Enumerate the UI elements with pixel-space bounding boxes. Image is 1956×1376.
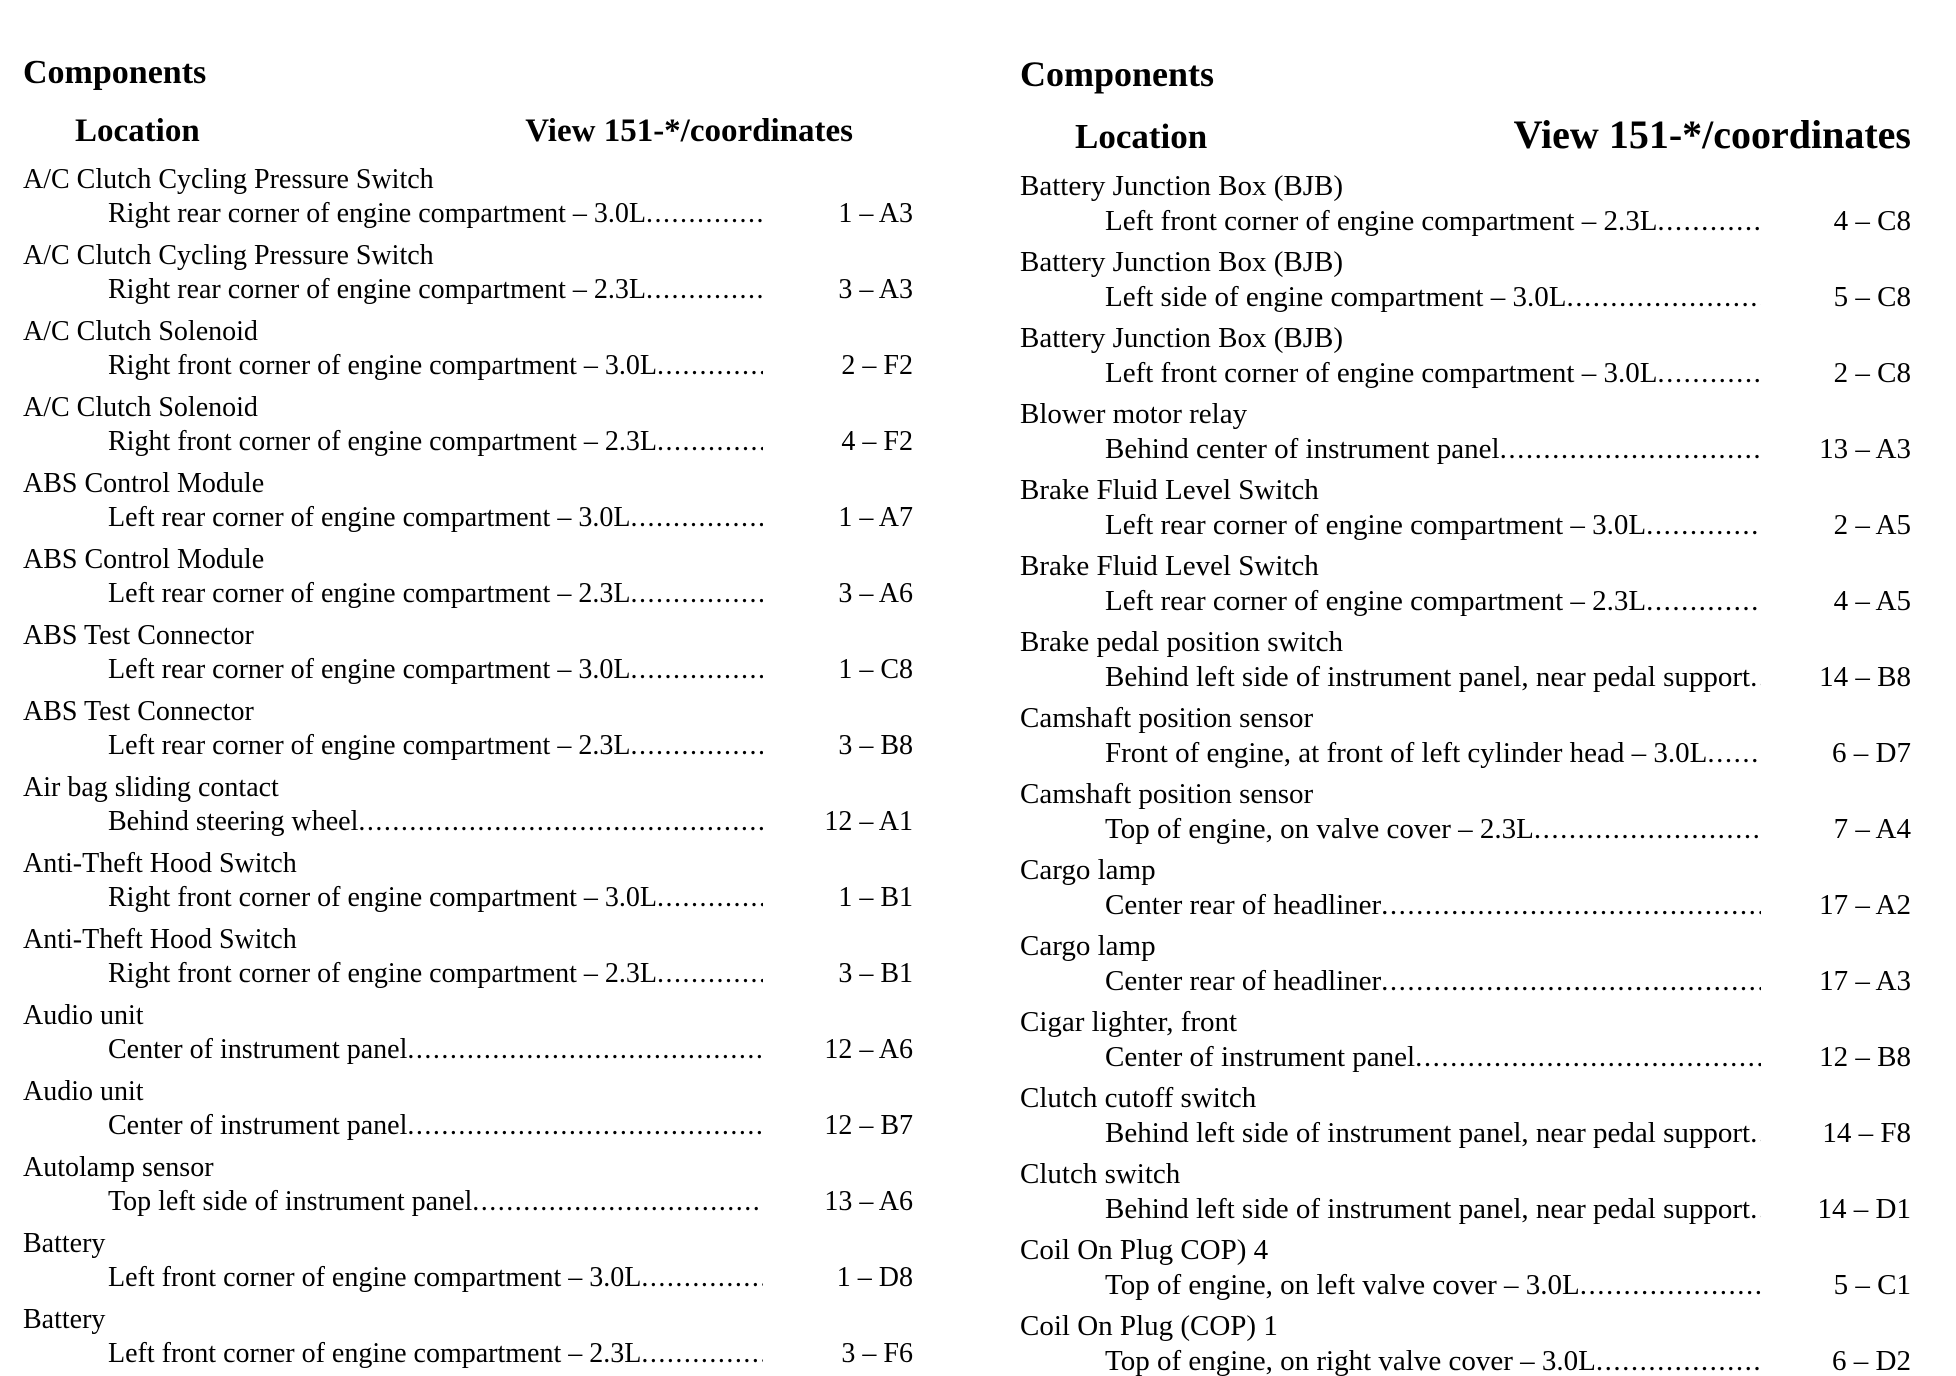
component-entry (1020, 1309, 1911, 1376)
component-name: Brake Fluid Level Switch (1020, 550, 1319, 582)
dot-leader (1415, 1040, 1761, 1075)
dot-leader (657, 349, 763, 383)
grid-coordinate: 2 – C8 (1833, 357, 1911, 389)
grid-coordinate: 17 – A3 (1819, 965, 1911, 997)
component-location-row (1020, 584, 1911, 619)
components-column-left (23, 0, 913, 1371)
component-location: Left rear corner of engine compartment – 3.0L (108, 502, 631, 533)
component-entry (1020, 473, 1911, 543)
grid-coordinate: 14 – D1 (1817, 1193, 1911, 1225)
component-entry (23, 163, 913, 231)
component-entry (1020, 169, 1911, 239)
component-location-row (1020, 964, 1911, 999)
component-name: Camshaft position sensor (1020, 778, 1314, 810)
component-name: A/C Clutch Solenoid (23, 392, 258, 423)
grid-coordinate: 1 – B1 (838, 882, 913, 913)
component-entry (23, 695, 913, 763)
component-location-row (23, 1261, 913, 1295)
dot-leader (646, 197, 763, 231)
grid-coordinate: 1 – D8 (836, 1262, 913, 1293)
component-location-row (23, 1033, 913, 1067)
location-header: Location (1075, 117, 1208, 156)
component-location: Center of instrument panel (108, 1110, 408, 1141)
dot-leader (1646, 508, 1761, 543)
component-location-row (23, 653, 913, 687)
component-location: Top left side of instrument panel (108, 1186, 473, 1217)
component-location-row (1020, 432, 1911, 467)
component-entry (23, 315, 913, 383)
component-entry (23, 1151, 913, 1219)
component-location: Behind center of instrument panel (1105, 433, 1500, 465)
component-entry (1020, 397, 1911, 467)
component-entry (23, 771, 913, 839)
grid-coordinate: 12 – B8 (1819, 1041, 1911, 1073)
dot-leader (1534, 812, 1761, 847)
dot-leader (1707, 736, 1761, 771)
component-entry (23, 847, 913, 915)
component-location: Top of engine, on valve cover – 2.3L (1105, 813, 1534, 845)
component-location-row (1020, 1040, 1911, 1075)
dot-leader (1596, 1344, 1761, 1376)
component-name: Blower motor relay (1020, 398, 1248, 430)
dot-leader (630, 501, 763, 535)
view-coordinates-header: View 151-*/coordinates (525, 113, 853, 149)
grid-coordinate: 14 – F8 (1822, 1117, 1911, 1149)
dot-leader (1646, 584, 1761, 619)
component-name: Brake pedal position switch (1020, 626, 1343, 658)
component-location: Behind left side of instrument panel, near pedal support (1105, 1117, 1751, 1149)
component-location-row (1020, 888, 1911, 923)
component-name: Clutch switch (1020, 1158, 1181, 1190)
grid-coordinate: 4 – F2 (841, 426, 913, 457)
component-location-row (1020, 508, 1911, 543)
component-location-row (1020, 356, 1911, 391)
component-location: Center rear of headliner (1105, 889, 1382, 921)
component-entry-list (23, 163, 913, 1371)
table-header-row (1020, 113, 1911, 159)
component-entry (23, 1075, 913, 1143)
component-location: Left front corner of engine compartment – 2.3L (1105, 205, 1658, 237)
component-name: Cargo lamp (1020, 854, 1156, 886)
component-name: Battery (23, 1228, 106, 1259)
dot-leader (407, 1033, 763, 1067)
component-location-row (1020, 1344, 1911, 1376)
grid-coordinate: 17 – A2 (1819, 889, 1911, 921)
dot-leader (641, 1261, 763, 1295)
component-location: Behind left side of instrument panel, near pedal support (1105, 1193, 1751, 1225)
grid-coordinate: 1 – A3 (838, 198, 913, 229)
dot-leader (630, 577, 763, 611)
component-location-row (1020, 660, 1911, 695)
dot-leader (646, 273, 763, 307)
component-location-row (23, 881, 913, 915)
component-location: Left rear corner of engine compartment – 2.3L (108, 730, 631, 761)
dot-leader (1750, 1116, 1761, 1151)
component-location: Right front corner of engine compartment – 2.3L (108, 958, 657, 989)
grid-coordinate: 3 – F6 (841, 1338, 913, 1369)
dot-leader (641, 1337, 763, 1371)
components-title: Components (1020, 54, 1215, 94)
grid-coordinate: 14 – B8 (1819, 661, 1911, 693)
component-location-row (23, 805, 913, 839)
dot-leader (630, 729, 763, 763)
component-location: Right front corner of engine compartment – 3.0L (108, 350, 657, 381)
table-header-row (23, 111, 913, 151)
component-entry (1020, 245, 1911, 315)
component-location: Left rear corner of engine compartment – 2.3L (1105, 585, 1647, 617)
component-location-row (23, 1337, 913, 1371)
component-entry (1020, 777, 1911, 847)
component-location: Top of engine, on right valve cover – 3.0L (1105, 1345, 1596, 1376)
dot-leader (1580, 1268, 1761, 1303)
grid-coordinate: 4 – A5 (1833, 585, 1911, 617)
component-entry (1020, 321, 1911, 391)
component-entry (23, 467, 913, 535)
component-name: Coil On Plug (COP) 1 (1020, 1310, 1278, 1342)
view-coordinates-header: View 151-*/coordinates (1513, 112, 1911, 157)
component-name: Brake Fluid Level Switch (1020, 474, 1319, 506)
component-name: ABS Test Connector (23, 696, 254, 727)
component-entry (23, 619, 913, 687)
grid-coordinate: 1 – C8 (838, 654, 913, 685)
dot-leader (358, 805, 763, 839)
component-entry (1020, 853, 1911, 923)
component-location: Left rear corner of engine compartment – 3.0L (1105, 509, 1647, 541)
component-name: ABS Control Module (23, 468, 265, 499)
component-entry (1020, 625, 1911, 695)
dot-leader (657, 425, 763, 459)
dot-leader (1381, 888, 1761, 923)
component-location-row (23, 1185, 913, 1219)
grid-coordinate: 2 – A5 (1833, 509, 1911, 541)
component-location: Left front corner of engine compartment – 3.0L (108, 1262, 642, 1293)
component-location-row (23, 957, 913, 991)
component-location-row (23, 729, 913, 763)
dot-leader (1500, 432, 1761, 467)
dot-leader (472, 1185, 763, 1219)
dot-leader (1657, 356, 1761, 391)
component-name: Camshaft position sensor (1020, 702, 1314, 734)
component-entry (23, 391, 913, 459)
dot-leader (1381, 964, 1761, 999)
grid-coordinate: 13 – A3 (1819, 433, 1911, 465)
component-location-row (23, 273, 913, 307)
component-location-row (1020, 204, 1911, 239)
component-name: Battery Junction Box (BJB) (1020, 170, 1344, 202)
component-location: Top of engine, on left valve cover – 3.0L (1105, 1269, 1580, 1301)
component-location: Center of instrument panel (1105, 1041, 1416, 1073)
component-entry (1020, 929, 1911, 999)
component-name: Autolamp sensor (23, 1152, 214, 1183)
component-name: ABS Control Module (23, 544, 265, 575)
component-name: Battery (23, 1304, 106, 1335)
component-name: Coil On Plug COP) 4 (1020, 1234, 1269, 1266)
grid-coordinate: 1 – A7 (838, 502, 913, 533)
component-entry (1020, 1081, 1911, 1151)
location-header: Location (75, 113, 200, 149)
grid-coordinate: 7 – A4 (1833, 813, 1911, 845)
component-name: A/C Clutch Cycling Pressure Switch (23, 164, 434, 195)
component-location: Behind left side of instrument panel, near pedal support (1105, 661, 1751, 693)
component-name: ABS Test Connector (23, 620, 254, 651)
component-name: Battery Junction Box (BJB) (1020, 246, 1344, 278)
component-location-row (23, 577, 913, 611)
grid-coordinate: 12 – A6 (824, 1034, 913, 1065)
component-location: Left rear corner of engine compartment – 2.3L (108, 578, 631, 609)
component-location-row (1020, 1116, 1911, 1151)
dot-leader (407, 1109, 763, 1143)
component-location-row (1020, 1268, 1911, 1303)
component-location: Right front corner of engine compartment – 2.3L (108, 426, 657, 457)
component-name: A/C Clutch Cycling Pressure Switch (23, 240, 434, 271)
components-column-right (1020, 0, 1911, 1376)
component-location: Behind steering wheel (108, 806, 359, 837)
component-entry (23, 1227, 913, 1295)
component-entry (1020, 549, 1911, 619)
grid-coordinate: 5 – C8 (1833, 281, 1911, 313)
component-entry (1020, 701, 1911, 771)
component-name: Anti-Theft Hood Switch (23, 924, 297, 955)
grid-coordinate: 6 – D2 (1832, 1345, 1911, 1376)
dot-leader (1657, 204, 1761, 239)
component-location-row (1020, 736, 1911, 771)
component-location-row (1020, 280, 1911, 315)
dot-leader (1750, 1192, 1761, 1227)
component-entry (1020, 1005, 1911, 1075)
dot-leader (1566, 280, 1761, 315)
component-name: A/C Clutch Solenoid (23, 316, 258, 347)
component-entry (23, 999, 913, 1067)
grid-coordinate: 3 – A6 (838, 578, 913, 609)
component-location-row (23, 425, 913, 459)
component-location-row (1020, 1192, 1911, 1227)
grid-coordinate: 6 – D7 (1832, 737, 1911, 769)
dot-leader (657, 957, 763, 991)
component-location-row (23, 197, 913, 231)
component-entry (23, 1303, 913, 1371)
component-entry-list (1020, 169, 1911, 1376)
dot-leader (630, 653, 763, 687)
dot-leader (1750, 660, 1761, 695)
component-name: Anti-Theft Hood Switch (23, 848, 297, 879)
component-location: Left front corner of engine compartment – 3.0L (1105, 357, 1658, 389)
dot-leader (657, 881, 763, 915)
component-name: Audio unit (23, 1076, 144, 1107)
component-entry (23, 923, 913, 991)
component-entry (23, 239, 913, 307)
component-location-row (23, 501, 913, 535)
component-entry (23, 543, 913, 611)
grid-coordinate: 5 – C1 (1833, 1269, 1911, 1301)
component-entry (1020, 1157, 1911, 1227)
component-location: Left front corner of engine compartment – 2.3L (108, 1338, 642, 1369)
component-name: Clutch cutoff switch (1020, 1082, 1257, 1114)
grid-coordinate: 13 – A6 (824, 1186, 913, 1217)
components-title: Components (23, 54, 207, 91)
component-location: Right rear corner of engine compartment – 2.3L (108, 274, 647, 305)
component-name: Air bag sliding contact (23, 772, 279, 803)
component-name: Battery Junction Box (BJB) (1020, 322, 1344, 354)
grid-coordinate: 12 – A1 (824, 806, 913, 837)
grid-coordinate: 3 – B1 (838, 958, 913, 989)
component-location-row (23, 1109, 913, 1143)
grid-coordinate: 3 – B8 (838, 730, 913, 761)
grid-coordinate: 4 – C8 (1833, 205, 1911, 237)
component-location: Left side of engine compartment – 3.0L (1105, 281, 1567, 313)
component-location: Left rear corner of engine compartment – 3.0L (108, 654, 631, 685)
component-location: Center of instrument panel (108, 1034, 408, 1065)
component-name: Audio unit (23, 1000, 144, 1031)
component-location: Right rear corner of engine compartment – 3.0L (108, 198, 647, 229)
component-location-row (23, 349, 913, 383)
grid-coordinate: 3 – A3 (838, 274, 913, 305)
component-name: Cigar lighter, front (1020, 1006, 1238, 1038)
component-entry (1020, 1233, 1911, 1303)
component-location: Front of engine, at front of left cylinder head – 3.0L (1105, 737, 1708, 769)
component-name: Cargo lamp (1020, 930, 1156, 962)
grid-coordinate: 12 – B7 (824, 1110, 913, 1141)
component-location: Right front corner of engine compartment – 3.0L (108, 882, 657, 913)
component-location-row (1020, 812, 1911, 847)
grid-coordinate: 2 – F2 (841, 350, 913, 381)
component-location: Center rear of headliner (1105, 965, 1382, 997)
